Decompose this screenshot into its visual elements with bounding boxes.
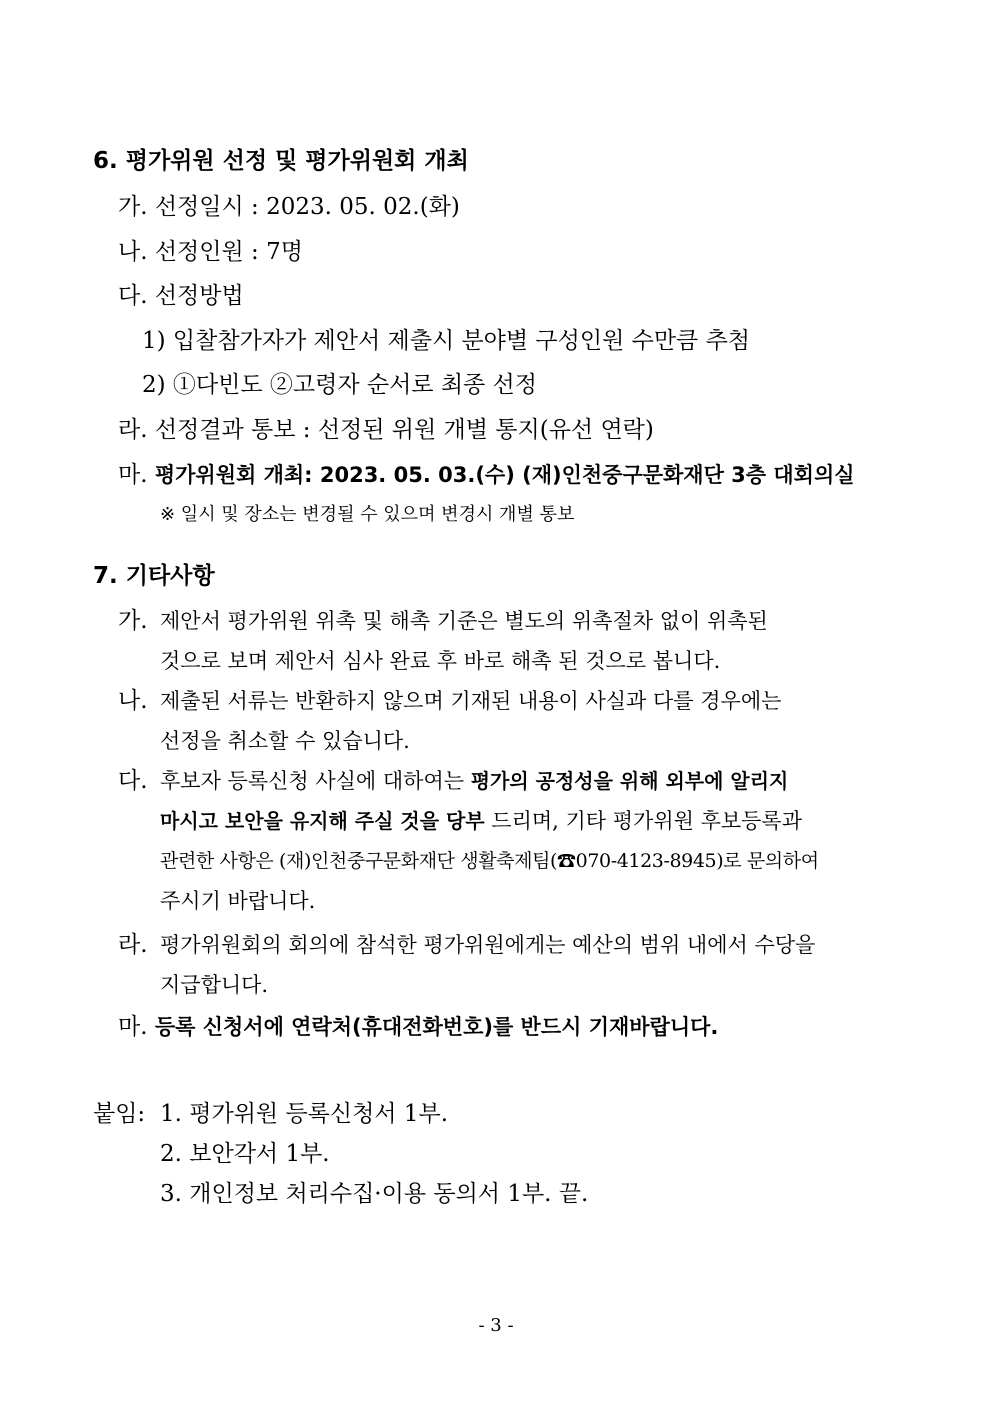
attachment-item-2: 2. 보안각서 1부. — [160, 1141, 330, 1167]
item-text: 선정결과 통보 : 선정된 위원 개별 통지(유선 연락) — [154, 417, 654, 443]
item-text: 등록 신청서에 연락처(휴대전화번호)를 반드시 기재바랍니다. — [154, 1015, 719, 1039]
page-number: - 3 - — [478, 1315, 514, 1336]
section-6-item-b — [118, 237, 303, 267]
section-7-item-b-marker: 나. — [118, 688, 148, 714]
item-text: 선정일시 : 2023. 05. 02.(화) — [154, 194, 460, 220]
item-marker: 가. — [118, 194, 148, 220]
section-6-item-c — [118, 281, 244, 311]
item-marker: 마. — [118, 1014, 148, 1040]
section-6-item-c1: 1) 입찰참가자가 제안서 제출시 분야별 구성인원 수만큼 추첨 — [142, 328, 751, 354]
emphasis-text: 평가의 공정성을 위해 외부에 알리지 — [470, 769, 789, 793]
emphasis-text: 마시고 보안을 유지해 주실 것을 당부 — [160, 809, 485, 833]
item-marker: 다. — [118, 283, 148, 309]
plain-text: 드리며, 기타 평가위원 후보등록과 — [484, 809, 803, 833]
section-7-item-b-line1: 제출된 서류는 반환하지 않으며 기재된 내용이 사실과 다를 경우에는 — [160, 689, 782, 713]
section-6-item-c2: 2) ①다빈도 ②고령자 순서로 최종 선정 — [142, 372, 537, 398]
section-7-item-a-line2: 것으로 보며 제안서 심사 완료 후 바로 해촉 된 것으로 봅니다. — [160, 649, 721, 673]
section-7-item-a-line1: 제안서 평가위원 위촉 및 해촉 기준은 별도의 위촉절차 없이 위촉된 — [160, 609, 768, 633]
section-6-note: ※ 일시 및 장소는 변경될 수 있으며 변경시 개별 통보 — [160, 504, 575, 525]
section-7-item-d-line1: 평가위원회의 회의에 참석한 평가위원에게는 예산의 범위 내에서 수당을 — [160, 933, 816, 957]
section-7-item-d-line2: 지급합니다. — [160, 973, 269, 997]
item-marker: 라. — [118, 417, 148, 443]
section-7-item-a-marker: 가. — [118, 608, 148, 634]
section-7-item-c-line2 — [160, 806, 802, 836]
section-6-item-a — [118, 192, 460, 222]
section-7-item-c-line4: 주시기 바랍니다. — [160, 889, 316, 913]
attachment-item-1: 1. 평가위원 등록신청서 1부. — [160, 1101, 449, 1127]
section-7-item-d-marker: 라. — [118, 932, 148, 958]
section-7-item-c-line3: 관련한 사항은 (재)인천중구문화재단 생활축제팀(☎070-4123-8945)로 문의하여 — [160, 850, 819, 872]
item-marker: 나. — [118, 239, 148, 265]
plain-text: 후보자 등록신청 사실에 대하여는 — [160, 769, 471, 793]
item-marker: 마. — [118, 462, 148, 488]
item-text: 선정인원 : 7명 — [154, 239, 303, 265]
section-7-item-c-marker: 다. — [118, 768, 148, 794]
section-7-item-b-line2: 선정을 취소할 수 있습니다. — [160, 729, 410, 753]
item-text: 평가위원회 개최: 2023. 05. 03.(수) (재)인천중구문화재단 3층 대회의실 — [154, 463, 855, 487]
attachment-item-3: 3. 개인정보 처리수집·이용 동의서 1부. 끝. — [160, 1181, 589, 1207]
section-7-item-e — [118, 1012, 718, 1042]
section-6-item-d — [118, 415, 654, 445]
section-6-item-e — [118, 460, 855, 490]
section-7-heading: 7. 기타사항 — [93, 563, 215, 589]
section-6-heading: 6. 평가위원 선정 및 평가위원회 개최 — [93, 148, 469, 174]
section-7-item-c-line1 — [160, 766, 788, 796]
item-text: 선정방법 — [154, 283, 244, 309]
attachments-label: 붙임: — [93, 1101, 146, 1127]
